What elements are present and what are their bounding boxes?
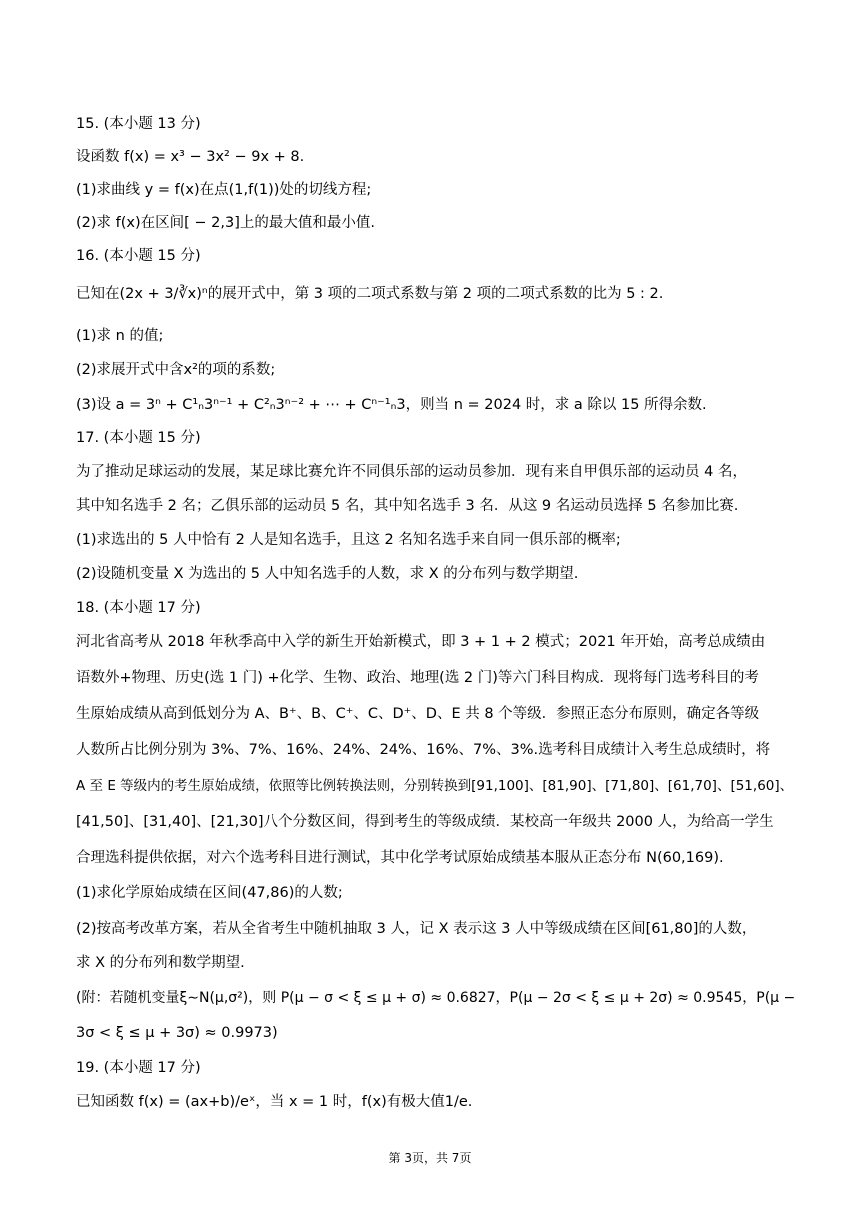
text-line: (2)设随机变量 X 为选出的 5 人中知名选手的人数，求 X 的分布列与数学期望. bbox=[76, 566, 579, 582]
text-line: 已知函数 f(x) = (ax+b)/eˣ，当 x = 1 时，f(x)有极大值1/e. bbox=[76, 1094, 473, 1110]
text-line: A 至 E 等级内的考生原始成绩，依照等比例转换法则，分别转换到[91,100]、[81,90]、[71,80]、[61,70]、[51,60]、 bbox=[76, 778, 794, 794]
text-line: 语数外+物理、历史(选 1 门) +化学、生物、政治、地理(选 2 门)等六门科目构成．现将每门选考科目的考 bbox=[76, 670, 759, 686]
text-line: 合理选科提供依据，对六个选考科目进行测试，其中化学考试原始成绩基本服从正态分布 N(60,169). bbox=[76, 850, 724, 866]
text-line: 已知在(2x + 3/∛x)ⁿ的展开式中，第 3 项的二项式系数与第 2 项的二项式系数的比为 5 : 2. bbox=[76, 286, 664, 302]
text-line: 生原始成绩从高到低划分为 A、B⁺、B、C⁺、C、D⁺、D、E 共 8 个等级．参照正态分布原则，确定各等级 bbox=[76, 706, 760, 722]
text-line: (2)按高考改革方案，若从全省考生中随机抽取 3 人，记 X 表示这 3 人中等级成绩在区间[61,80]的人数， bbox=[76, 921, 757, 937]
text-line: 人数所占比例分别为 3%、7%、16%、24%、24%、16%、7%、3%.选考科目成绩计入考生总成绩时，将 bbox=[76, 742, 771, 758]
text-line: 河北省高考从 2018 年秋季高中入学的新生开始新模式，即 3 + 1 + 2 模式；2021 年开始，高考总成绩由 bbox=[76, 634, 766, 650]
problem-18-heading: 18. (本小题 17 分) bbox=[76, 600, 201, 616]
page-footer: 第 3页，共 7页 bbox=[388, 1151, 472, 1165]
text-line: (2)求 f(x)在区间[ − 2,3]上的最大值和最小值. bbox=[76, 215, 375, 231]
text-line: (3)设 a = 3ⁿ + C¹ₙ3ⁿ⁻¹ + C²ₙ3ⁿ⁻² + ⋯ + Cⁿ⁻¹ₙ3，则当 n = 2024 时，求 a 除以 15 所得余数. bbox=[76, 397, 707, 413]
problem-19-heading: 19. (本小题 17 分) bbox=[76, 1060, 201, 1076]
problem-17-heading: 17. (本小题 15 分) bbox=[76, 430, 201, 446]
text-line: (2)求展开式中含x²的项的系数; bbox=[76, 362, 276, 378]
text-line: 3σ < ξ ≤ μ + 3σ) ≈ 0.9973) bbox=[76, 1025, 278, 1041]
problem-15-heading: 15. (本小题 13 分) bbox=[76, 116, 201, 132]
text-line: (1)求 n 的值; bbox=[76, 328, 164, 344]
text-line: 为了推动足球运动的发展，某足球比赛允许不同俱乐部的运动员参加．现有来自甲俱乐部的运动员 4 名， bbox=[76, 464, 747, 480]
text-line: 设函数 f(x) = x³ − 3x² − 9x + 8. bbox=[76, 149, 305, 165]
text-line: (附：若随机变量ξ∼N(μ,σ²)，则 P(μ − σ < ξ ≤ μ + σ) ≈ 0.6827，P(μ − 2σ < ξ ≤ μ + 2σ) ≈ 0.9545，P(μ − bbox=[76, 990, 796, 1006]
text-line: 其中知名选手 2 名；乙俱乐部的运动员 5 名，其中知名选手 3 名．从这 9 名运动员选择 5 名参加比赛. bbox=[76, 498, 739, 514]
text-line: 求 X 的分布列和数学期望. bbox=[76, 955, 245, 971]
text-line: (1)求曲线 y = f(x)在点(1,f(1))处的切线方程; bbox=[76, 182, 372, 198]
text-line: [41,50]、[31,40]、[21,30]八个分数区间，得到考生的等级成绩．某校高一年级共 2000 人，为给高一学生 bbox=[76, 814, 774, 830]
text-line: (1)求选出的 5 人中恰有 2 人是知名选手，且这 2 名知名选手来自同一俱乐部的概率; bbox=[76, 532, 621, 548]
text-line: (1)求化学原始成绩在区间(47,86)的人数; bbox=[76, 885, 343, 901]
problem-16-heading: 16. (本小题 15 分) bbox=[76, 248, 201, 264]
